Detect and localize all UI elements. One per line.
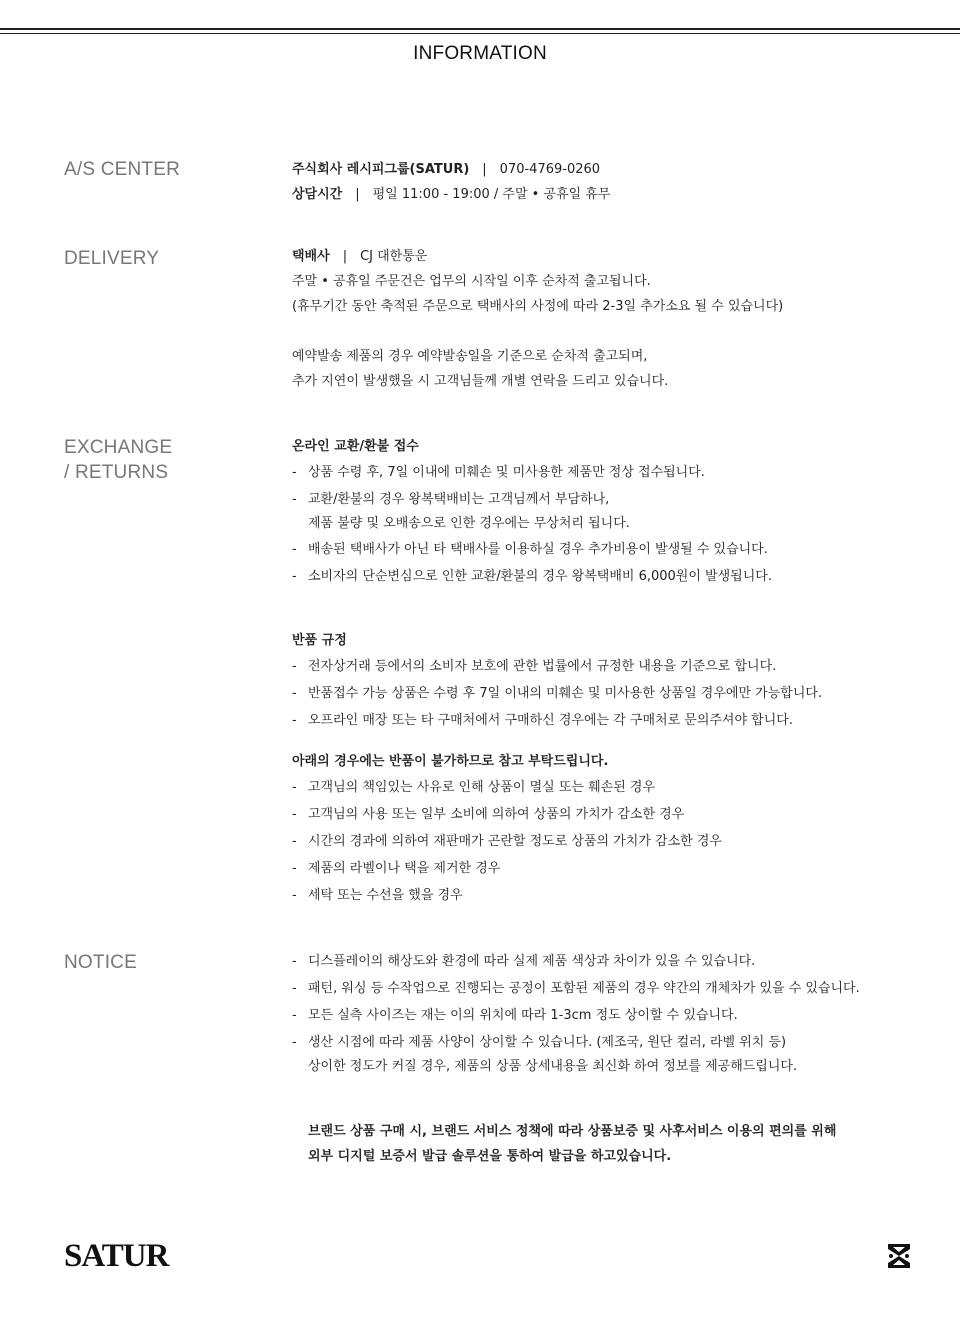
brand-logo: SATUR: [64, 1238, 169, 1274]
section-label-exchange: EXCHANGE / RETURNS: [64, 437, 173, 483]
notice-content: [292, 948, 912, 1079]
list-item: - 오프라인 매장 또는 타 구매처에서 구매하신 경우에는 각 구매처로 문의주셔야 합니다.: [292, 713, 793, 728]
list-item: - 소비자의 단순변심으로 인한 교환/환불의 경우 왕복택배비 6,000원이 발생됩니다.: [292, 569, 772, 584]
top-rule-thin: [0, 33, 960, 34]
section-label-as-center: A/S CENTER: [64, 159, 181, 180]
divider: |: [482, 162, 487, 177]
list-item: - 전자상거래 등에서의 소비자 보호에 관한 법률에서 규정한 내용을 기준으로 합니다.: [292, 659, 777, 674]
divider: |: [342, 249, 348, 264]
company-name: 주식회사 레시피그룹(SATUR): [292, 162, 470, 177]
as-center-company-row: [292, 157, 912, 182]
as-center-content: [292, 157, 912, 207]
warranty-notice: 브랜드 상품 구매 시, 브랜드 서비스 정책에 따라 상품보증 및 사후서비스 이용의 편의를 위해 외부 디지털 보증서 발급 솔루션을 통하여 발급을 하고있습니다.: [308, 1124, 837, 1164]
exchange-online-content: [292, 434, 912, 590]
list-item: - 배송된 택배사가 아닌 타 택배사를 이용하실 경우 추가비용이 발생될 수 있습니다.: [292, 542, 768, 557]
return-policy-title: 반품 규정: [292, 633, 347, 648]
list-item: - 제품의 라벨이나 택을 제거한 경우: [292, 861, 501, 876]
hours-value: 평일 11:00 - 19:00 / 주말 • 공휴일 휴무: [372, 187, 611, 202]
carrier-name: CJ 대한통운: [360, 249, 428, 264]
list-item-continuation: 상이한 정도가 커질 경우, 제품의 상품 상세내용을 최신화 하여 정보를 제공해드립니다.: [308, 1059, 798, 1074]
list-item: - 시간의 경과에 의하여 재판매가 곤란할 정도로 상품의 가치가 감소한 경우: [292, 834, 722, 849]
list-item: - 모든 실측 사이즈는 재는 이의 위치에 따라 1-3cm 정도 상이할 수 있습니다.: [292, 1008, 738, 1023]
online-exchange-title: 온라인 교환/환불 접수: [292, 439, 419, 454]
list-item: - 생산 시점에 따라 제품 사양이 상이할 수 있습니다. (제조국, 원단 컬러, 라벨 위치 등): [292, 1035, 787, 1050]
return-unavailable-content: [292, 749, 912, 909]
phone-number: 070-4769-0260: [499, 162, 601, 177]
carrier-label: 택배사: [292, 249, 330, 264]
section-label-notice: NOTICE: [64, 952, 137, 973]
return-policy-content: [292, 628, 912, 734]
as-center-hours-row: [292, 182, 912, 207]
list-item: - 고객님의 책임있는 사유로 인해 상품이 멸실 또는 훼손된 경우: [292, 780, 656, 795]
top-rule: [0, 28, 960, 30]
section-label-delivery: DELIVERY: [64, 248, 160, 269]
list-item: - 교환/환불의 경우 왕복택배비는 고객님께서 부담하나,: [292, 492, 610, 507]
delivery-content: [292, 244, 912, 394]
list-item: - 세탁 또는 수선을 했을 경우: [292, 888, 463, 903]
delivery-line: 주말 • 공휴일 주문건은 업무의 시작일 이후 순차적 출고됩니다.: [292, 274, 651, 289]
hours-label: 상담시간: [292, 187, 343, 202]
return-unavailable-title: 아래의 경우에는 반품이 불가하므로 참고 부탁드립니다.: [292, 754, 609, 769]
list-item: - 디스플레이의 해상도와 환경에 따라 실제 제품 색상과 차이가 있을 수 있습니다.: [292, 954, 756, 969]
list-item-continuation: 제품 불량 및 오배송으로 인한 경우에는 무상처리 됩니다.: [308, 516, 630, 531]
delivery-line: (휴무기간 동안 축적된 주문으로 택배사의 사정에 따라 2-3일 추가소요 될 수 있습니다): [292, 299, 784, 314]
delivery-line: 예약발송 제품의 경우 예약발송일을 기준으로 순차적 출고되며,: [292, 349, 648, 364]
page-title: INFORMATION: [413, 43, 547, 64]
list-item: - 고객님의 사용 또는 일부 소비에 의하여 상품의 가치가 감소한 경우: [292, 807, 685, 822]
brand-mark-icon: [884, 1241, 914, 1271]
delivery-line: 추가 지연이 발생했을 시 고객님들께 개별 연락을 드리고 있습니다.: [292, 374, 669, 389]
list-item: - 상품 수령 후, 7일 이내에 미훼손 및 미사용한 제품만 정상 접수됩니다.: [292, 465, 705, 480]
delivery-carrier-row: [292, 244, 912, 269]
list-item: - 패턴, 워싱 등 수작업으로 진행되는 공정이 포함된 제품의 경우 약간의 개체차가 있을 수 있습니다.: [292, 981, 860, 996]
divider: |: [355, 187, 360, 202]
list-item: - 반품접수 가능 상품은 수령 후 7일 이내의 미훼손 및 미사용한 상품일 경우에만 가능합니다.: [292, 686, 823, 701]
